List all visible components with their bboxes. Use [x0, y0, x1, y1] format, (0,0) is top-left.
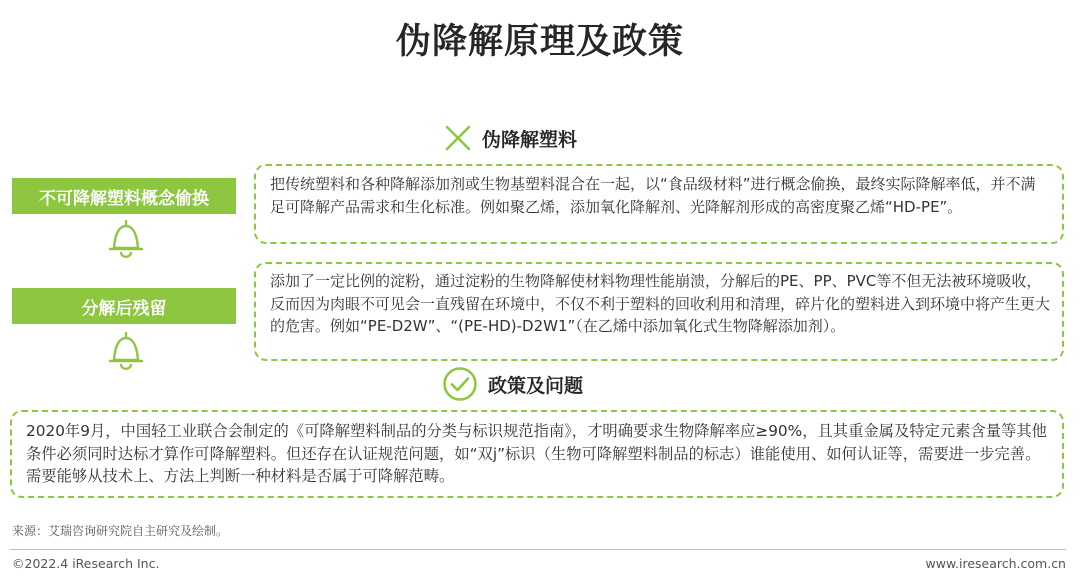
website: www.iresearch.com.cn [925, 556, 1066, 571]
cross-icon [444, 124, 472, 152]
section-heading-fake-degradable [444, 124, 577, 152]
copyright: ©2022.4 iResearch Inc. [12, 556, 160, 571]
section-heading-policy [442, 366, 583, 402]
description-residue: 添加了一定比例的淀粉，通过淀粉的生物降解使材料物理性能崩溃，分解后的PE、PP、PVC等不但无法被环境吸收，反而因为肉眼不可见会一直残留在环境中，不仅不利于塑料的回收利用和清理，碎片化的塑料进入到环境中将产生更大的危害。例如“PE-D2W”、“(PE-HD)-D2W1”（在乙烯中添加氧化式生物降解添加剂）。 [254, 262, 1064, 361]
page-title: 伪降解原理及政策 [395, 22, 684, 62]
footer-divider [10, 549, 1066, 550]
section-heading-label: 政策及问题 [488, 374, 584, 397]
description-policy: 2020年9月，中国轻工业联合会制定的《可降解塑料制品的分类与标识规范指南》，才明确要求生物降解率应≥90%，且其重金属及特定元素含量等其他条件必须同时达标才算作可降解塑料。但还存在认证规范问题，如“双j”标识（生物可降解塑料制品的标志）谁能使用、如何认证等，需要进一步完善。需要能够从技术上、方法上判断一种材料是否属于可降解范畴。 [10, 410, 1064, 498]
check-circle-icon [442, 366, 478, 402]
tag-concept-swap: 不可降解塑料概念偷换 [12, 178, 236, 214]
bell-icon [106, 330, 146, 374]
bell-icon [106, 218, 146, 262]
section-heading-label: 伪降解塑料 [482, 128, 578, 151]
description-concept-swap: 把传统塑料和各种降解添加剂或生物基塑料混合在一起，以“食品级材料”进行概念偷换，最终实际降解率低，并不满足可降解产品需求和生化标准。例如聚乙烯，添加氧化降解剂、光降解剂形成的高密度聚乙烯“HD-PE”。 [254, 164, 1064, 244]
tag-residue-after-decomposition: 分解后残留 [12, 288, 236, 324]
source-note: 来源：艾瑞咨询研究院自主研究及绘制。 [12, 524, 229, 538]
